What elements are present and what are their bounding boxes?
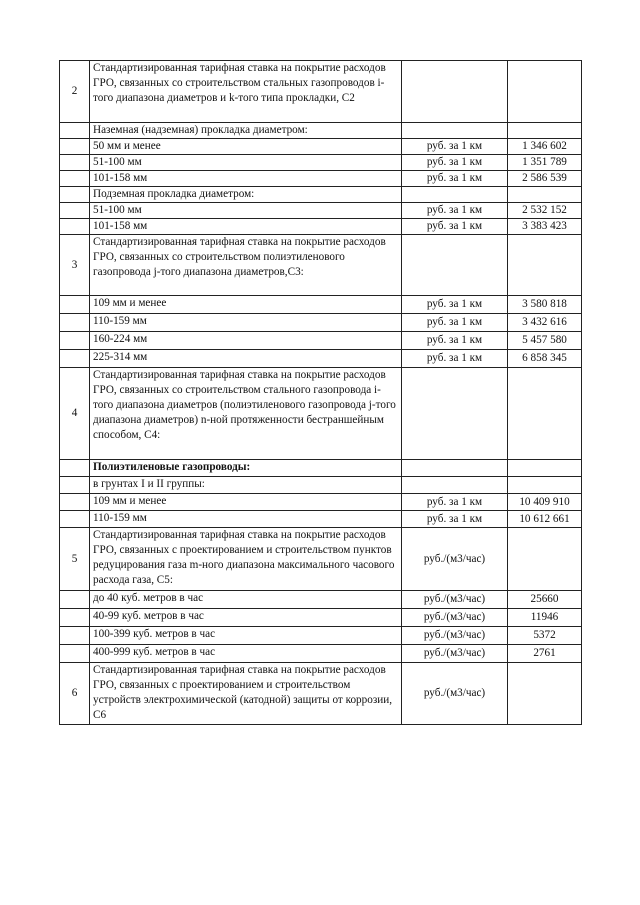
row-unit: руб. за 1 км <box>402 332 508 350</box>
row-description: Стандартизированная тарифная ставка на покрытие расходов ГРО, связанных с проектированием и строительством пунктов редуцирования газа m-ного диапазона максимального часового расхода газа, С5: <box>90 528 402 591</box>
tariff-table <box>59 60 582 725</box>
row-value <box>508 460 582 477</box>
row-value: 3 432 616 <box>508 314 582 332</box>
table-row <box>60 123 582 139</box>
row-unit: руб./(м3/час) <box>402 627 508 645</box>
row-number <box>60 296 90 314</box>
row-unit <box>402 235 508 296</box>
row-description: 51-100 мм <box>90 155 402 171</box>
row-value <box>508 123 582 139</box>
row-unit: руб. за 1 км <box>402 203 508 219</box>
row-unit <box>402 460 508 477</box>
row-description: 110-159 мм <box>90 511 402 528</box>
row-description: 110-159 мм <box>90 314 402 332</box>
row-description: 50 мм и менее <box>90 139 402 155</box>
table-row <box>60 332 582 350</box>
row-description: Полиэтиленовые газопроводы: <box>90 460 402 477</box>
section-row <box>60 663 582 725</box>
section-row <box>60 235 582 296</box>
row-value: 2 586 539 <box>508 171 582 187</box>
row-unit: руб. за 1 км <box>402 155 508 171</box>
row-description: до 40 куб. метров в час <box>90 591 402 609</box>
row-description: Наземная (надземная) прокладка диаметром: <box>90 123 402 139</box>
row-value <box>508 235 582 296</box>
table-row <box>60 171 582 187</box>
row-number <box>60 609 90 627</box>
row-description: 40-99 куб. метров в час <box>90 609 402 627</box>
row-value: 1 346 602 <box>508 139 582 155</box>
row-number: 6 <box>60 663 90 725</box>
table-row <box>60 350 582 368</box>
row-unit: руб. за 1 км <box>402 219 508 235</box>
row-description: Стандартизированная тарифная ставка на покрытие расходов ГРО, связанных со строительством стального газопровода i-того диапазона диаметров (полиэтиленового газопровода j-того диапазона диаметров) n-ной протяженности бестраншейным способом, С4: <box>90 368 402 460</box>
row-number <box>60 139 90 155</box>
row-unit <box>402 477 508 494</box>
row-number: 4 <box>60 368 90 460</box>
row-description: 100-399 куб. метров в час <box>90 627 402 645</box>
row-number <box>60 477 90 494</box>
row-description: 51-100 мм <box>90 203 402 219</box>
row-description: Стандартизированная тарифная ставка на покрытие расходов ГРО, связанных с проектированием и строительством устройств электрохимической (катодной) защиты от коррозии, С6 <box>90 663 402 725</box>
row-unit: руб. за 1 км <box>402 314 508 332</box>
row-value: 1 351 789 <box>508 155 582 171</box>
table-row <box>60 187 582 203</box>
row-unit: руб. за 1 км <box>402 494 508 511</box>
row-value: 10 409 910 <box>508 494 582 511</box>
row-value <box>508 663 582 725</box>
table-row <box>60 591 582 609</box>
tariff-table-body <box>60 61 582 725</box>
row-unit <box>402 123 508 139</box>
table-row <box>60 645 582 663</box>
table-row <box>60 609 582 627</box>
row-description: Подземная прокладка диаметром: <box>90 187 402 203</box>
table-row <box>60 203 582 219</box>
row-value: 11946 <box>508 609 582 627</box>
row-description: Стандартизированная тарифная ставка на покрытие расходов ГРО, связанных со строительством стальных газопроводов i-того диапазона диаметров и k-того типа прокладки, С2 <box>90 61 402 123</box>
row-value: 2 532 152 <box>508 203 582 219</box>
row-number <box>60 155 90 171</box>
row-value <box>508 477 582 494</box>
row-number <box>60 314 90 332</box>
row-value: 25660 <box>508 591 582 609</box>
table-row <box>60 219 582 235</box>
table-row <box>60 139 582 155</box>
row-unit <box>402 368 508 460</box>
row-number <box>60 219 90 235</box>
row-unit: руб. за 1 км <box>402 511 508 528</box>
row-unit: руб./(м3/час) <box>402 609 508 627</box>
row-value: 6 858 345 <box>508 350 582 368</box>
row-unit: руб./(м3/час) <box>402 528 508 591</box>
row-number <box>60 171 90 187</box>
table-row <box>60 296 582 314</box>
section-row <box>60 368 582 460</box>
row-description: 109 мм и менее <box>90 296 402 314</box>
row-value: 10 612 661 <box>508 511 582 528</box>
table-row <box>60 314 582 332</box>
section-row <box>60 528 582 591</box>
row-value <box>508 528 582 591</box>
row-value: 3 580 818 <box>508 296 582 314</box>
row-unit: руб./(м3/час) <box>402 591 508 609</box>
row-unit: руб./(м3/час) <box>402 645 508 663</box>
row-description: в грунтах I и II группы: <box>90 477 402 494</box>
row-value <box>508 368 582 460</box>
row-unit: руб./(м3/час) <box>402 663 508 725</box>
table-row <box>60 155 582 171</box>
row-number <box>60 591 90 609</box>
table-row <box>60 627 582 645</box>
row-number <box>60 645 90 663</box>
row-number <box>60 187 90 203</box>
row-number: 5 <box>60 528 90 591</box>
row-description: 101-158 мм <box>90 219 402 235</box>
row-description: 225-314 мм <box>90 350 402 368</box>
row-number <box>60 203 90 219</box>
row-unit <box>402 187 508 203</box>
row-unit: руб. за 1 км <box>402 171 508 187</box>
row-description: 101-158 мм <box>90 171 402 187</box>
row-value <box>508 61 582 123</box>
row-unit: руб. за 1 км <box>402 296 508 314</box>
row-value: 2761 <box>508 645 582 663</box>
row-unit <box>402 61 508 123</box>
row-description: Стандартизированная тарифная ставка на покрытие расходов ГРО, связанных со строительством полиэтиленового газопровода j-того диапазона диаметров,С3: <box>90 235 402 296</box>
row-number: 3 <box>60 235 90 296</box>
row-description: 109 мм и менее <box>90 494 402 511</box>
row-number <box>60 627 90 645</box>
row-description: 160-224 мм <box>90 332 402 350</box>
row-unit: руб. за 1 км <box>402 350 508 368</box>
row-number <box>60 511 90 528</box>
table-row <box>60 460 582 477</box>
row-description: 400-999 куб. метров в час <box>90 645 402 663</box>
row-number: 2 <box>60 61 90 123</box>
section-row <box>60 61 582 123</box>
row-number <box>60 123 90 139</box>
row-value: 5 457 580 <box>508 332 582 350</box>
table-row <box>60 494 582 511</box>
table-row <box>60 511 582 528</box>
row-value: 3 383 423 <box>508 219 582 235</box>
row-unit: руб. за 1 км <box>402 139 508 155</box>
row-value <box>508 187 582 203</box>
row-number <box>60 332 90 350</box>
row-value: 5372 <box>508 627 582 645</box>
row-number <box>60 494 90 511</box>
row-number <box>60 460 90 477</box>
table-row <box>60 477 582 494</box>
row-number <box>60 350 90 368</box>
